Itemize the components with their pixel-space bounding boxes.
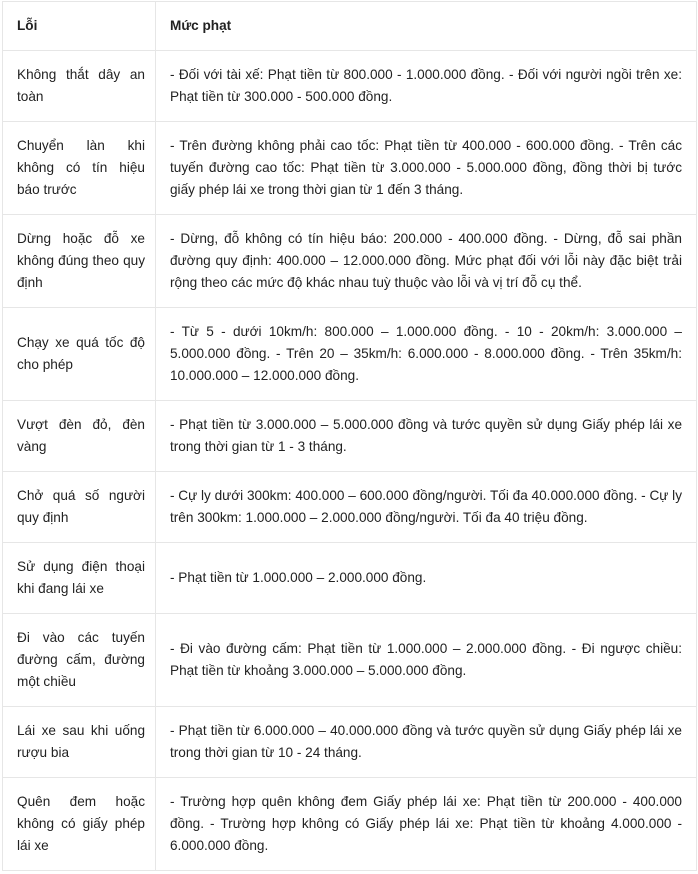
table-row [3, 51, 697, 122]
penalty-cell: - Trường hợp quên không đem Giấy phép lái xe: Phạt tiền từ 200.000 - 400.000 đồng. - Trường hợp không có Giấy phép lái xe: Phạt tiền từ khoảng 4.000.000 - 6.000.000 đồng. [156, 778, 697, 871]
fault-cell: Đi vào các tuyến đường cấm, đường một chiều [3, 614, 156, 707]
penalty-cell: - Đi vào đường cấm: Phạt tiền từ 1.000.000 – 2.000.000 đồng. - Đi ngược chiều: Phạt tiền từ khoảng 3.000.000 – 5.000.000 đồng. [156, 614, 697, 707]
fault-cell: Vượt đèn đỏ, đèn vàng [3, 401, 156, 472]
header-fault: Lỗi [3, 2, 156, 51]
table-row [3, 707, 697, 778]
table-row [3, 614, 697, 707]
table-row [3, 778, 697, 871]
penalty-cell: - Phạt tiền từ 3.000.000 – 5.000.000 đồng và tước quyền sử dụng Giấy phép lái xe trong thời gian từ 1 - 3 tháng. [156, 401, 697, 472]
header-penalty: Mức phạt [156, 2, 697, 51]
fault-cell: Không thắt dây an toàn [3, 51, 156, 122]
fault-cell: Chở quá số người quy định [3, 472, 156, 543]
table-row [3, 308, 697, 401]
penalty-table [2, 1, 697, 871]
table-row [3, 215, 697, 308]
fault-cell: Chạy xe quá tốc độ cho phép [3, 308, 156, 401]
penalty-cell: - Cự ly dưới 300km: 400.000 – 600.000 đồng/người. Tối đa 40.000.000 đồng. - Cự ly trên 300km: 1.000.000 – 2.000.000 đồng/người. Tối đa 40 triệu đồng. [156, 472, 697, 543]
table-row [3, 401, 697, 472]
fault-cell: Chuyển làn khi không có tín hiệu báo trước [3, 122, 156, 215]
table-row [3, 472, 697, 543]
table-header-row [3, 2, 697, 51]
penalty-cell: - Đối với tài xế: Phạt tiền từ 800.000 - 1.000.000 đồng. - Đối với người ngồi trên xe: Phạt tiền từ 300.000 - 500.000 đồng. [156, 51, 697, 122]
table-row [3, 122, 697, 215]
penalty-cell: - Phạt tiền từ 6.000.000 – 40.000.000 đồng và tước quyền sử dụng Giấy phép lái xe trong thời gian từ 10 - 24 tháng. [156, 707, 697, 778]
fault-cell: Sử dụng điện thoại khi đang lái xe [3, 543, 156, 614]
table-row [3, 543, 697, 614]
penalty-cell: - Từ 5 - dưới 10km/h: 800.000 – 1.000.000 đồng. - 10 - 20km/h: 3.000.000 – 5.000.000 đồng. - Trên 20 – 35km/h: 6.000.000 - 8.000.000 đồng. - Trên 35km/h: 10.000.000 – 12.000.000 đồng. [156, 308, 697, 401]
fault-cell: Dừng hoặc đỗ xe không đúng theo quy định [3, 215, 156, 308]
penalty-cell: - Dừng, đỗ không có tín hiệu báo: 200.000 - 400.000 đồng. - Dừng, đỗ sai phần đường quy định: 400.000 – 12.000.000 đồng. Mức phạt đối với lỗi này đặc biệt trải rộng theo các mức độ khác nhau tuỳ thuộc vào lỗi và vị trí đỗ cụ thể. [156, 215, 697, 308]
fault-cell: Quên đem hoặc không có giấy phép lái xe [3, 778, 156, 871]
penalty-cell: - Trên đường không phải cao tốc: Phạt tiền từ 400.000 - 600.000 đồng. - Trên các tuyến đường cao tốc: Phạt tiền từ 3.000.000 - 5.000.000 đồng, đồng thời bị tước giấy phép lái xe trong thời gian từ 1 đến 3 tháng. [156, 122, 697, 215]
fault-cell: Lái xe sau khi uống rượu bia [3, 707, 156, 778]
penalty-cell: - Phạt tiền từ 1.000.000 – 2.000.000 đồng. [156, 543, 697, 614]
